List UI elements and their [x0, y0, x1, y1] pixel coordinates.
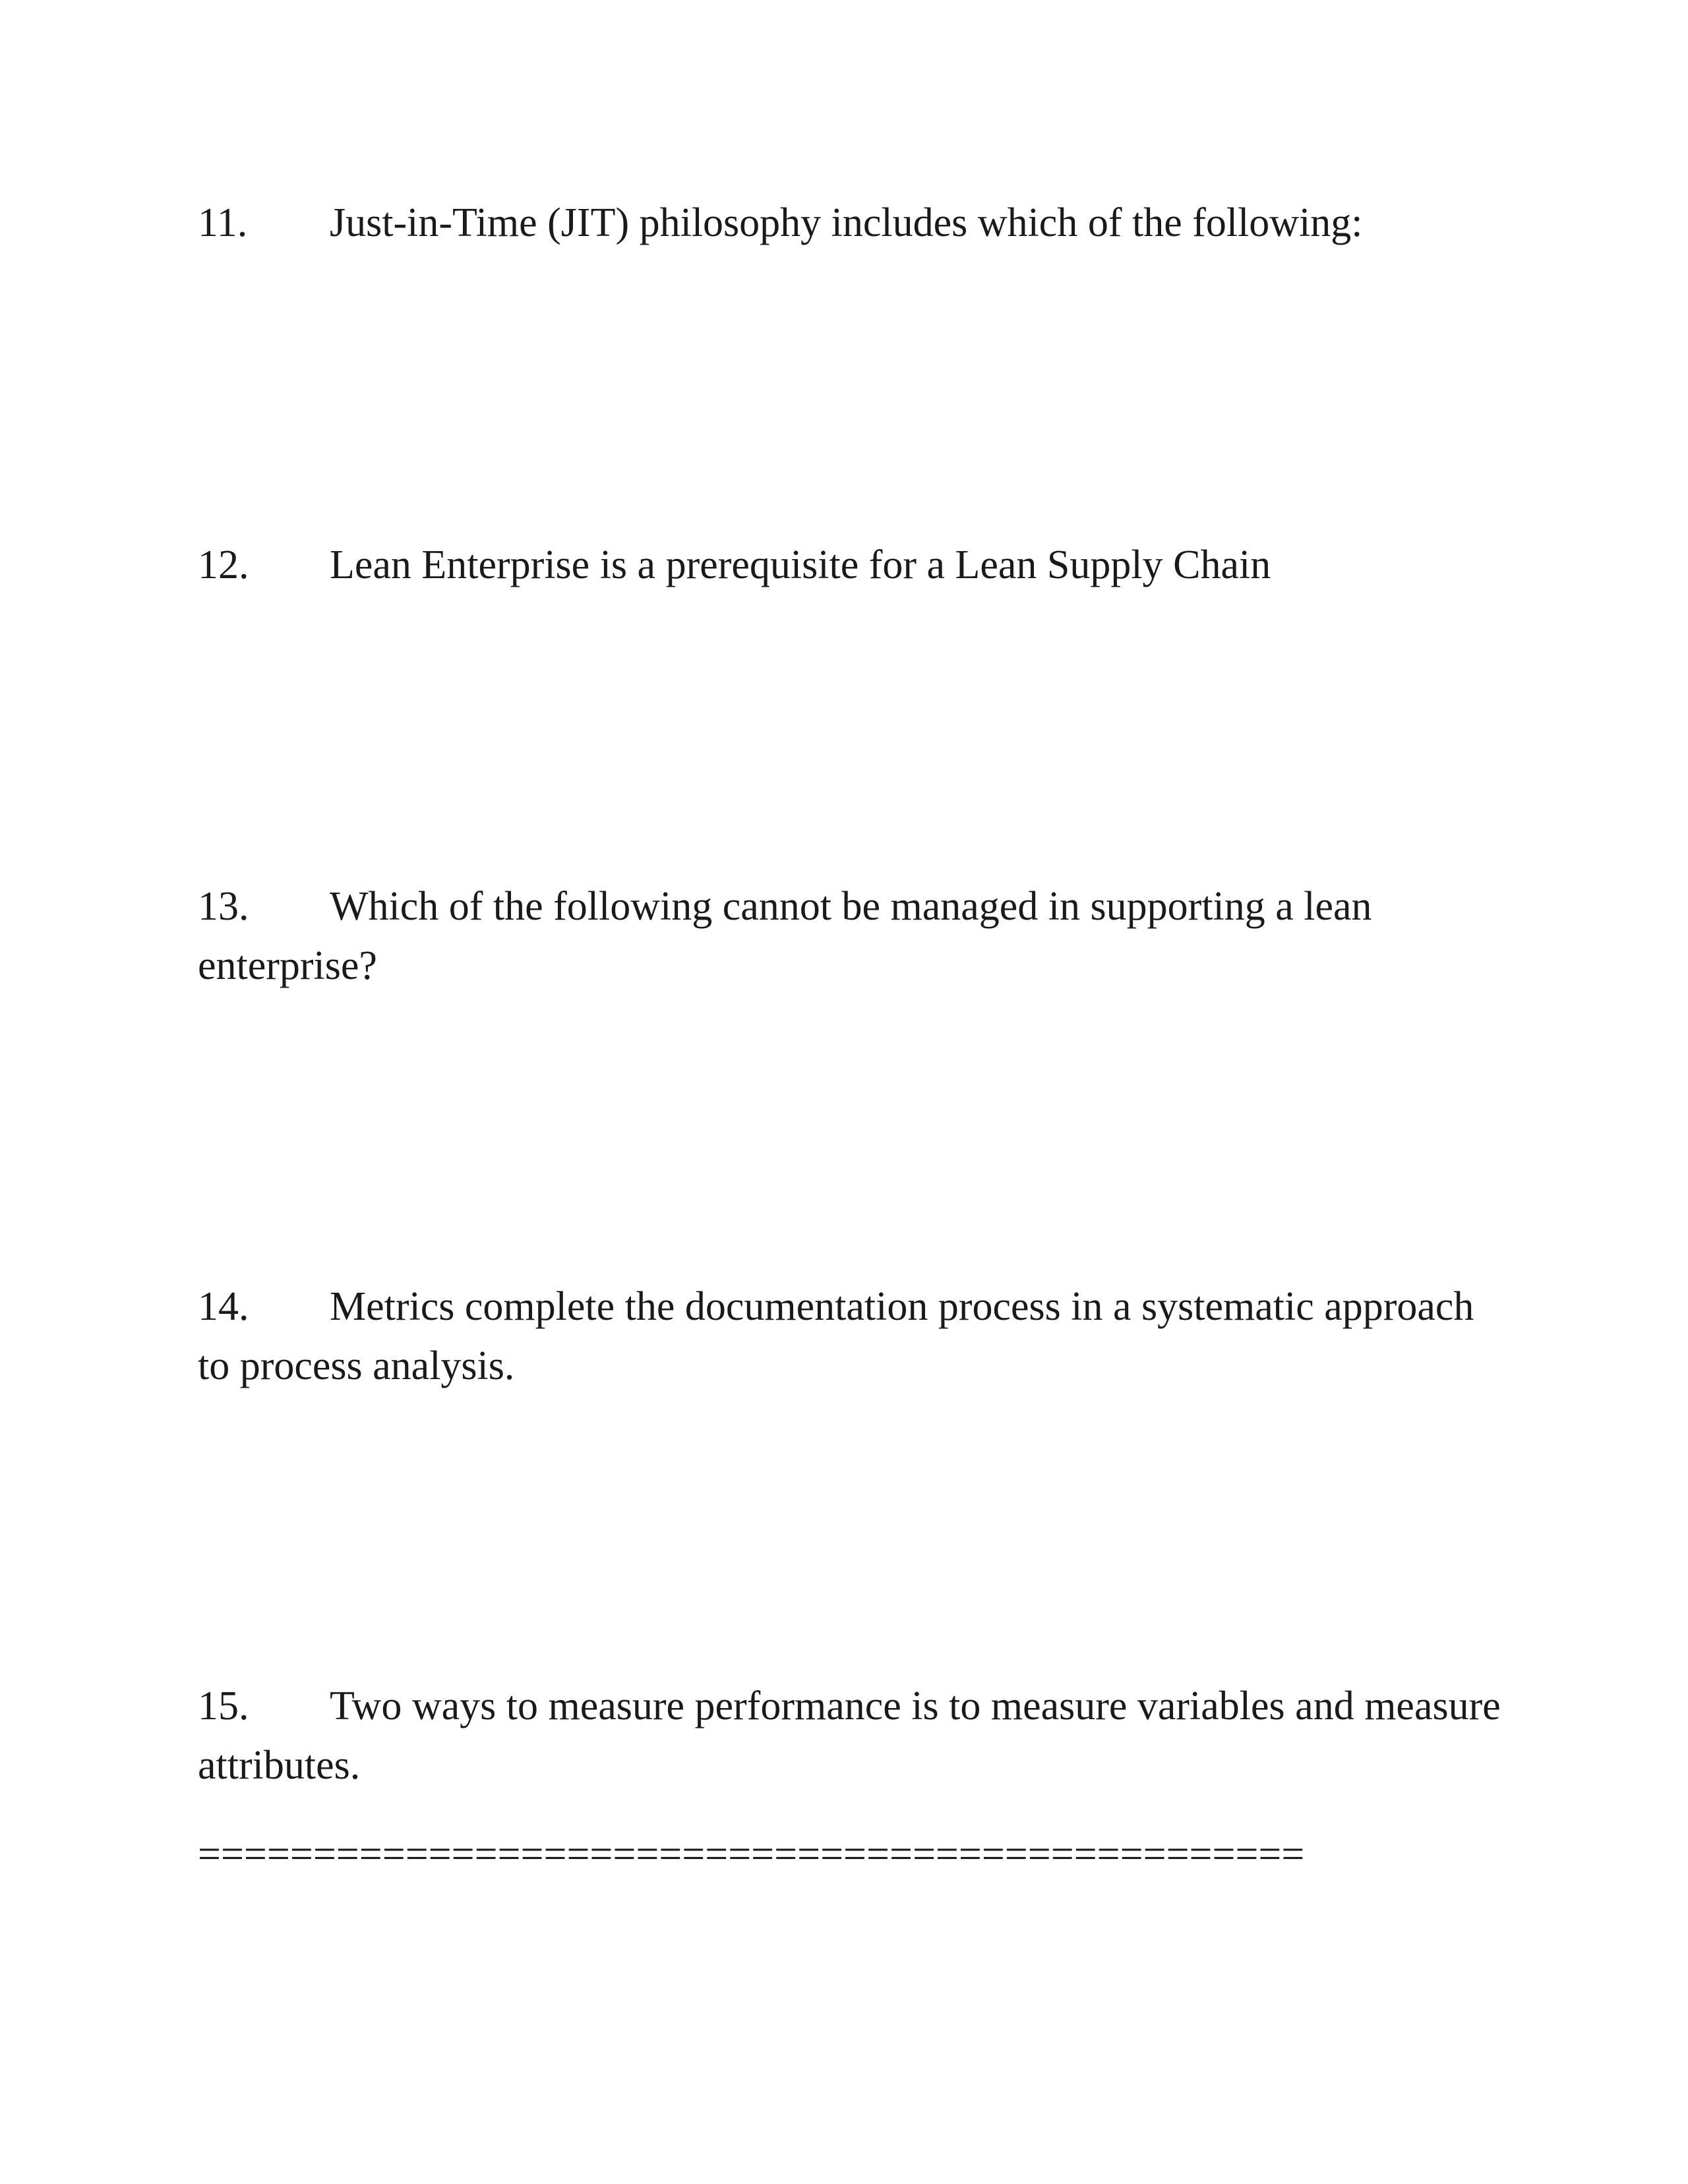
question-number: 14. — [198, 1284, 249, 1329]
question-12 — [198, 535, 1503, 595]
question-text: Just-in-Time (JIT) philosophy includes which of the following: — [330, 200, 1363, 245]
question-text: Which of the following cannot be managed in supporting a lean enterprise? — [198, 884, 1372, 988]
question-15 — [198, 1676, 1503, 1795]
question-text: Metrics complete the documentation process in a systematic approach to process analysis. — [198, 1284, 1474, 1388]
question-number: 15. — [198, 1684, 249, 1728]
question-number: 13. — [198, 884, 249, 929]
question-13 — [198, 877, 1503, 995]
question-11 — [198, 193, 1503, 252]
question-14 — [198, 1277, 1503, 1396]
question-text: Two ways to measure performance is to measure variables and measure attributes. — [198, 1684, 1501, 1788]
separator-line: ================================================ — [198, 1832, 1305, 1877]
question-text: Lean Enterprise is a prerequisite for a Lean Supply Chain — [330, 543, 1271, 587]
question-number: 12. — [198, 543, 249, 587]
question-number: 11. — [198, 200, 248, 245]
